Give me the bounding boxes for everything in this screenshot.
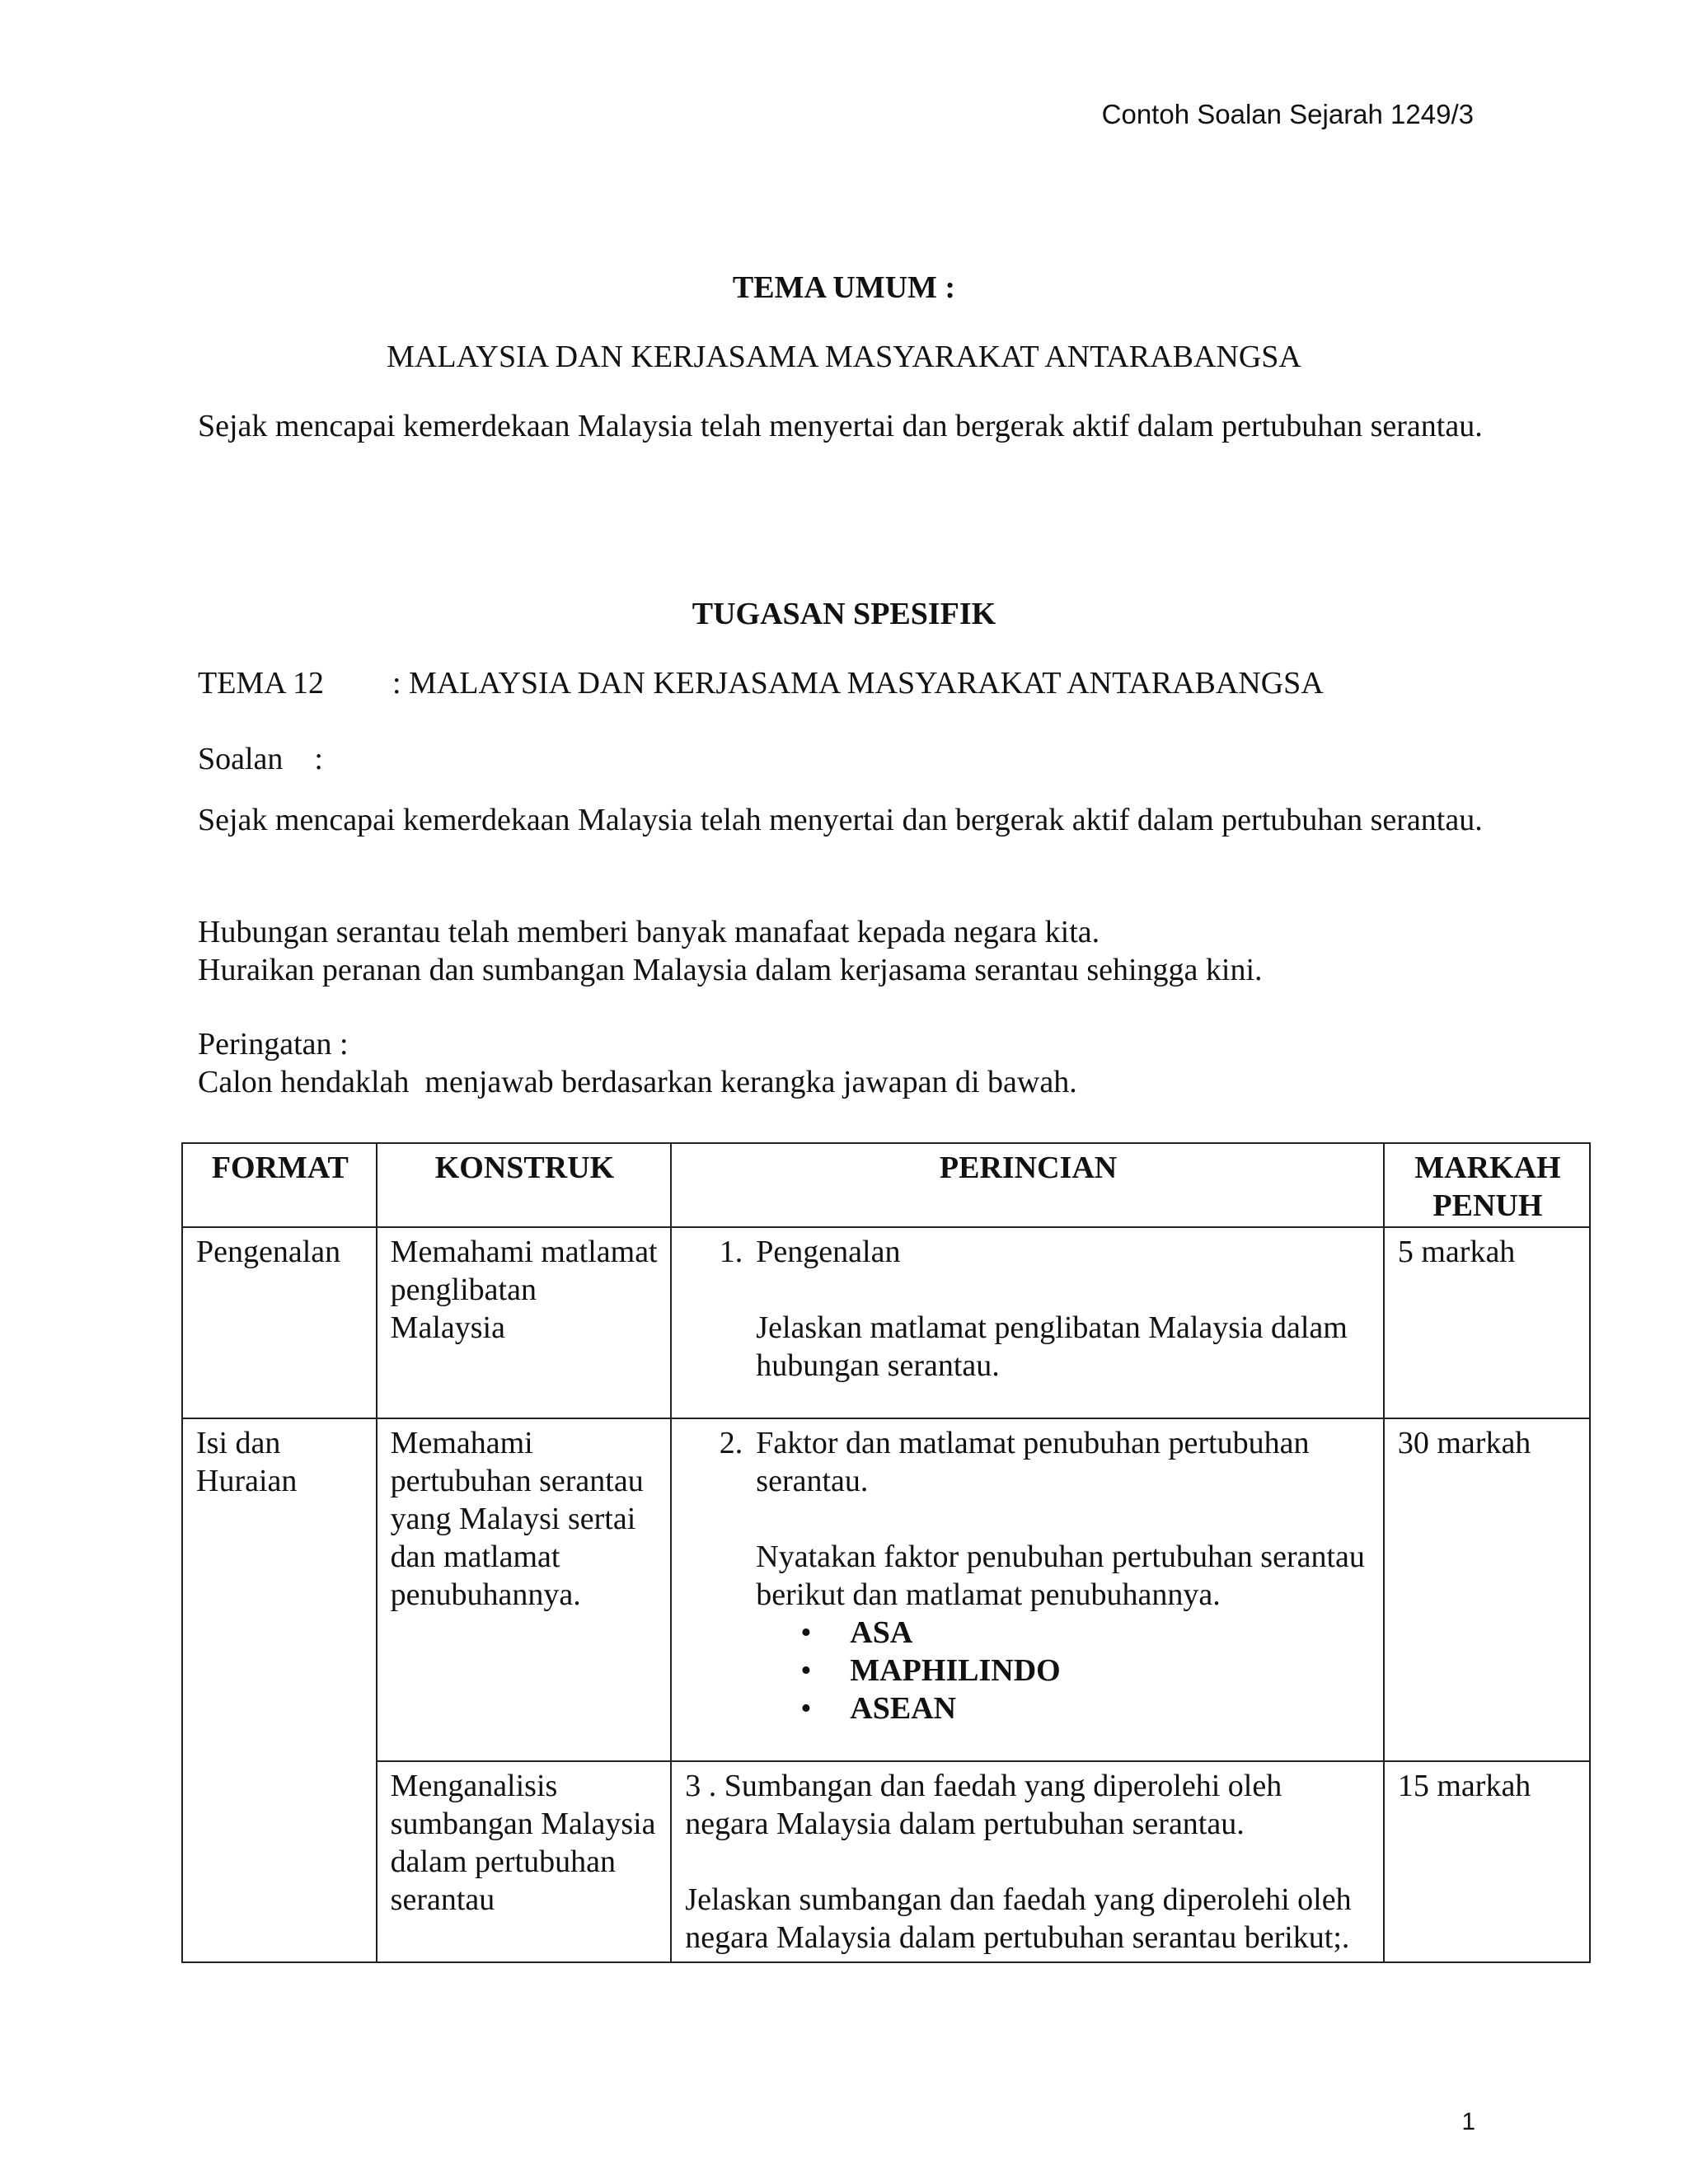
question-line-2: Huraikan peranan dan sumbangan Malaysia dalam kerjasama serantau sehingga kini.	[198, 953, 1263, 987]
item-title: Pengenalan	[756, 1235, 901, 1269]
general-theme-title: MALAYSIA DAN KERJASAMA MASYARAKAT ANTARABANGSA	[387, 340, 1301, 374]
cell-format: Pengenalan	[182, 1227, 377, 1418]
cell-marks: 30 markah	[1384, 1418, 1590, 1761]
header-detail: PERINCIAN	[671, 1143, 1384, 1227]
organization-list	[685, 1614, 1372, 1727]
item-detail: Jelaskan sumbangan dan faedah yang diperolehi oleh negara Malaysia dalam pertubuhan serantau berikut;.	[685, 1882, 1352, 1955]
item-number: 1.	[719, 1235, 743, 1269]
theme-value: : MALAYSIA DAN KERJASAMA MASYARAKAT ANTARABANGSA	[392, 666, 1324, 701]
warning-label: Peringatan :	[198, 1027, 349, 1062]
cell-construct: Memahami matlamat penglibatan Malaysia	[377, 1227, 672, 1418]
item-detail: Jelaskan matlamat penglibatan Malaysia dalam hubungan serantau.	[756, 1310, 1348, 1383]
cell-detail	[671, 1227, 1384, 1418]
item-title: Faktor dan matlamat penubuhan pertubuhan serantau.	[756, 1426, 1310, 1498]
cell-construct: Memahami pertubuhan serantau yang Malaysi sertai dan matlamat penubuhannya.	[377, 1418, 672, 1761]
table-row	[182, 1418, 1590, 1761]
page-number: 1	[1461, 2108, 1475, 2135]
warning-text: Calon hendaklah menjawab berdasarkan kerangka jawapan di bawah.	[198, 1065, 1077, 1099]
header-marks: MARKAH PENUH	[1384, 1143, 1590, 1227]
general-theme-heading: TEMA UMUM :	[732, 270, 956, 305]
item-number: 2.	[719, 1426, 743, 1460]
question-label: Soalan :	[198, 742, 323, 776]
detail-heading	[685, 1233, 1372, 1271]
question-line-1: Hubungan serantau telah memberi banyak manafaat kepada negara kita.	[198, 915, 1100, 949]
table-row	[182, 1227, 1590, 1418]
theme-label: TEMA 12	[198, 666, 325, 701]
document-reference: Contoh Soalan Sejarah 1249/3	[1101, 99, 1474, 129]
table-header-row	[182, 1143, 1590, 1227]
list-item: • ASEAN	[850, 1690, 1372, 1727]
item-detail: Nyatakan faktor penubuhan pertubuhan serantau berikut dan matlamat penubuhannya.	[756, 1540, 1365, 1612]
detail-heading	[685, 1424, 1372, 1500]
general-theme-intro: Sejak mencapai kemerdekaan Malaysia telah menyertai dan bergerak aktif dalam pertubuhan serantau.	[198, 409, 1483, 443]
item-title: 3 . Sumbangan dan faedah yang diperolehi oleh negara Malaysia dalam pertubuhan serantau.	[685, 1769, 1282, 1841]
list-item: • MAPHILINDO	[850, 1652, 1372, 1690]
cell-detail	[671, 1418, 1384, 1761]
question-text: Sejak mencapai kemerdekaan Malaysia telah menyertai dan bergerak aktif dalam pertubuhan serantau.	[198, 803, 1483, 837]
cell-construct: Menganalisis sumbangan Malaysia dalam pertubuhan serantau	[377, 1761, 672, 1962]
table-row	[182, 1761, 1590, 1962]
answer-framework-table	[181, 1142, 1591, 1963]
cell-detail	[671, 1761, 1384, 1962]
specific-task-heading: TUGASAN SPESIFIK	[692, 597, 996, 631]
header-construct: KONSTRUK	[377, 1143, 672, 1227]
list-item: • ASA	[850, 1614, 1372, 1652]
cell-format: Isi dan Huraian	[182, 1418, 377, 1962]
cell-marks: 5 markah	[1384, 1227, 1590, 1418]
cell-marks: 15 markah	[1384, 1761, 1590, 1962]
header-format: FORMAT	[182, 1143, 377, 1227]
